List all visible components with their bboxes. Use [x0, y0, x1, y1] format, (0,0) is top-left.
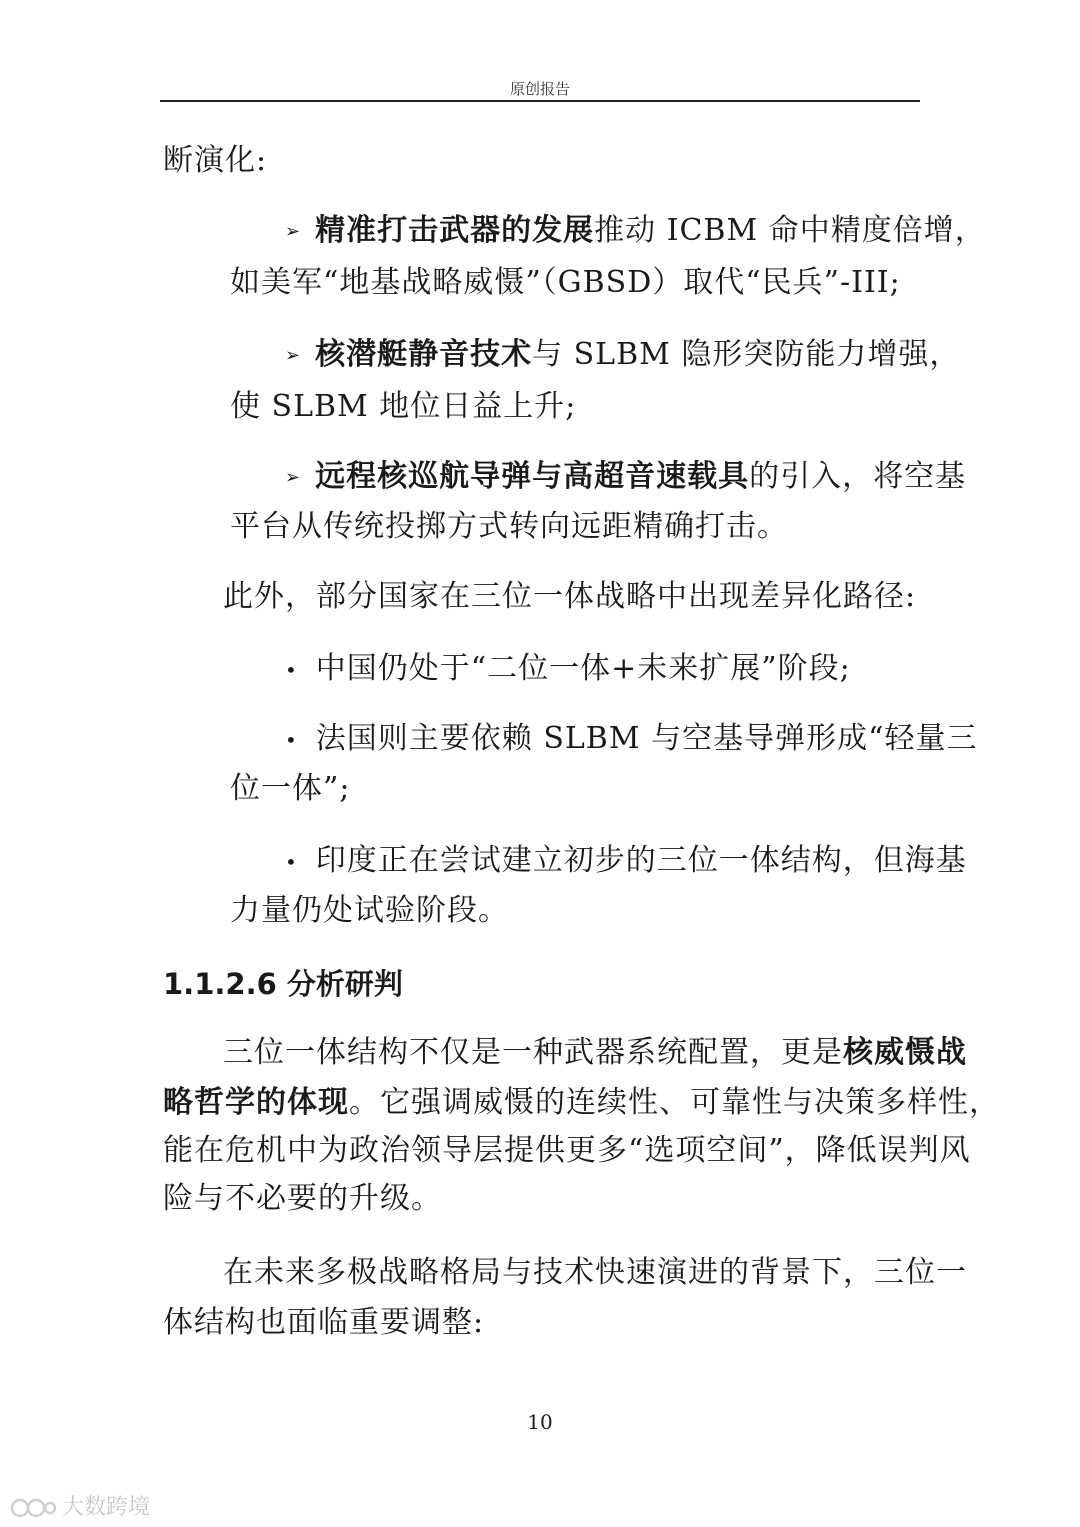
- text-line: 位一体”;: [230, 771, 351, 806]
- text-span: 推动 ICBM 命中精度倍增，: [594, 213, 986, 248]
- paragraph-line: 在未来多极战略格局与技术快速演进的背景下，三位一: [223, 1255, 967, 1290]
- watermark-logo-icon: [10, 1496, 58, 1520]
- arrow-bullet-icon: ➢: [285, 221, 302, 242]
- bold-term: 远程核巡航导弹与高超音速载具: [315, 459, 750, 494]
- text-line: 平台从传统投掷方式转向远距精确打击。: [230, 509, 788, 544]
- bullet-item-1: [285, 213, 986, 248]
- bold-term: 精准打击武器的发展: [315, 213, 595, 248]
- text-span: 的引入，将空基: [749, 459, 967, 494]
- dot-bullet-icon: •: [285, 658, 298, 682]
- watermark-text: 大数跨境: [62, 1495, 151, 1520]
- running-header: 原创报告: [509, 80, 570, 98]
- paragraph-line: 体结构也面临重要调整:: [163, 1305, 485, 1340]
- dot-item-3: • 印度正在尝试建立初步的三位一体结构，但海基: [285, 843, 967, 878]
- arrow-bullet-icon: ➢: [285, 345, 302, 366]
- bullet-item-2: [285, 337, 961, 372]
- section-heading: 1.1.2.6 分析研判: [163, 967, 403, 1001]
- text-line: 使 SLBM 地位日益上升;: [230, 389, 577, 424]
- dot-item-1: • 中国仍处于“二位一体+未来扩展”阶段;: [285, 651, 851, 686]
- bold-term: 核威慑战: [843, 1035, 967, 1070]
- bold-term: 略哲学的体现: [163, 1085, 349, 1120]
- dot-bullet-icon: •: [285, 728, 298, 752]
- dot-item-2: • 法国则主要依赖 SLBM 与空基导弹形成“轻量三: [285, 721, 978, 756]
- paragraph-line: 能在危机中为政治领导层提供更多“选项空间”，降低误判风: [163, 1133, 971, 1168]
- text-line: 此外，部分国家在三位一体战略中出现差异化路径:: [223, 579, 917, 614]
- dot-bullet-icon: •: [285, 850, 298, 874]
- text-span: 与 SLBM 隐形突防能力增强，: [532, 337, 961, 372]
- text-line: 断演化:: [163, 143, 268, 178]
- paragraph-line: 略哲学的体现。它强调威慑的连续性、可靠性与决策多样性，: [163, 1085, 1000, 1120]
- page-number: 10: [527, 1410, 553, 1434]
- watermark: [10, 1490, 150, 1521]
- bullet-item-3: [285, 459, 967, 494]
- header-rule: [160, 100, 920, 102]
- arrow-bullet-icon: ➢: [285, 467, 302, 488]
- paragraph-line: 险与不必要的升级。: [163, 1181, 442, 1216]
- text-line: 力量仍处试验阶段。: [230, 893, 509, 928]
- bold-term: 核潜艇静音技术: [315, 337, 533, 372]
- paragraph-line: 三位一体结构不仅是一种武器系统配置，更是核威慑战: [223, 1035, 967, 1070]
- text-line: 如美军“地基战略威慑”（GBSD）取代“民兵”-III;: [230, 265, 901, 300]
